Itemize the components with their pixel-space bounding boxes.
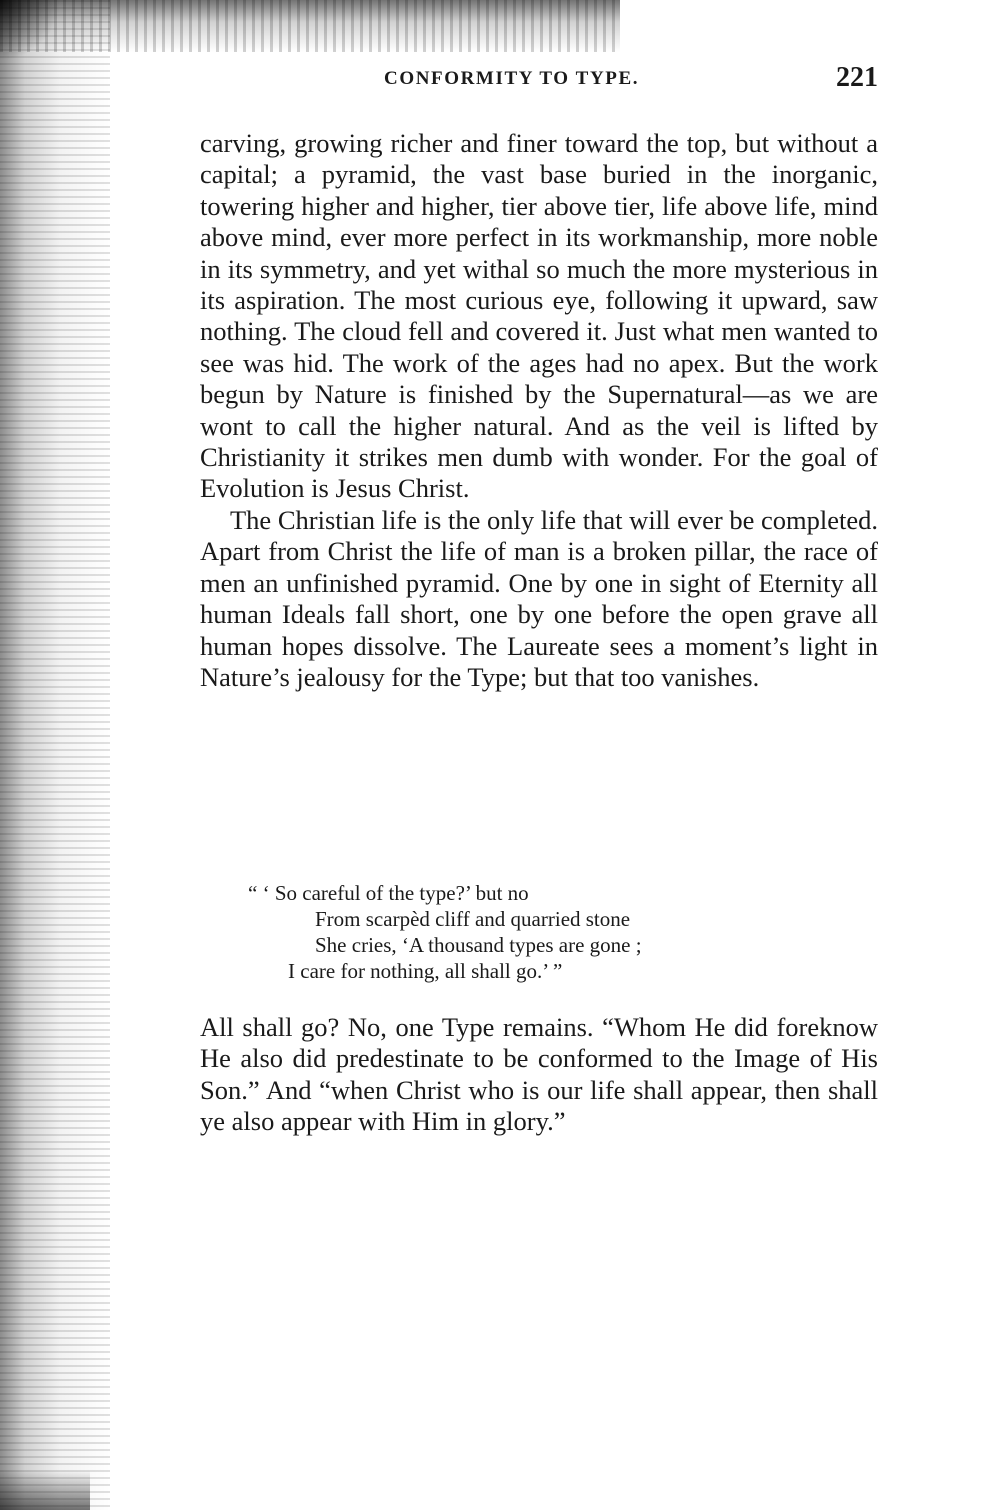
poem-line: From scarpèd cliff and quarried stone [315,907,631,931]
page-edge-shadow-top [0,0,620,52]
page-edge-shadow-bottom [0,1470,90,1510]
poem-line: I care for nothing, all shall go.’ ” [288,959,563,983]
poem-line: “ ‘ So careful of the type?’ but no [248,881,529,905]
body-text [200,128,878,693]
paragraph-all-shall-go: All shall go? No, one Type remains. “Whom He did foreknow He also did predestinate to be conformed to the Image of His Son.” And “when Christ who is our life shall appear, then shall ye also appear with Him in glory.” [200,1012,878,1137]
running-head: CONFORMITY TO TYPE. [384,68,640,89]
poem-quotation [240,880,642,984]
page-header [200,62,878,96]
page-corner-shadow [0,0,60,60]
paragraph-christian-life: The Christian life is the only life that will ever be completed. Apart from Christ the life of man is a broken pillar, the race of men an unfinished pyramid. One by one in sight of Eternity all human Ideals fall short, one by one before the open grave all human hopes dissolve. The Laureate sees a moment’s light in Nature’s jealousy for the Type; but that too vanishes. [200,504,878,692]
paragraph-continuation: carving, growing richer and finer toward the top, but without a capital; a pyramid, the vast base buried in the inorganic, towering higher and higher, tier above tier, life above life, mind above mind, ever more perfect in its workmanship, more noble in its symmetry, and yet withal so much the more mysterious in its aspiration. The most curious eye, following it upward, saw nothing. The cloud fell and covered it. Just what men wanted to see was hid. The work of the ages had no apex. But the work begun by Nature is finished by the Supernatural—as we are wont to call the higher natural. And as the veil is lifted by Christianity it strikes men dumb with wonder. For the goal of Evolution is Jesus Christ. [200,128,878,504]
poem-line: She cries, ‘A thousand types are gone ; [315,933,642,957]
page-number: 221 [836,62,878,93]
page-edge-shadow-left [0,0,110,1510]
closing-paragraph-block [200,1012,878,1138]
